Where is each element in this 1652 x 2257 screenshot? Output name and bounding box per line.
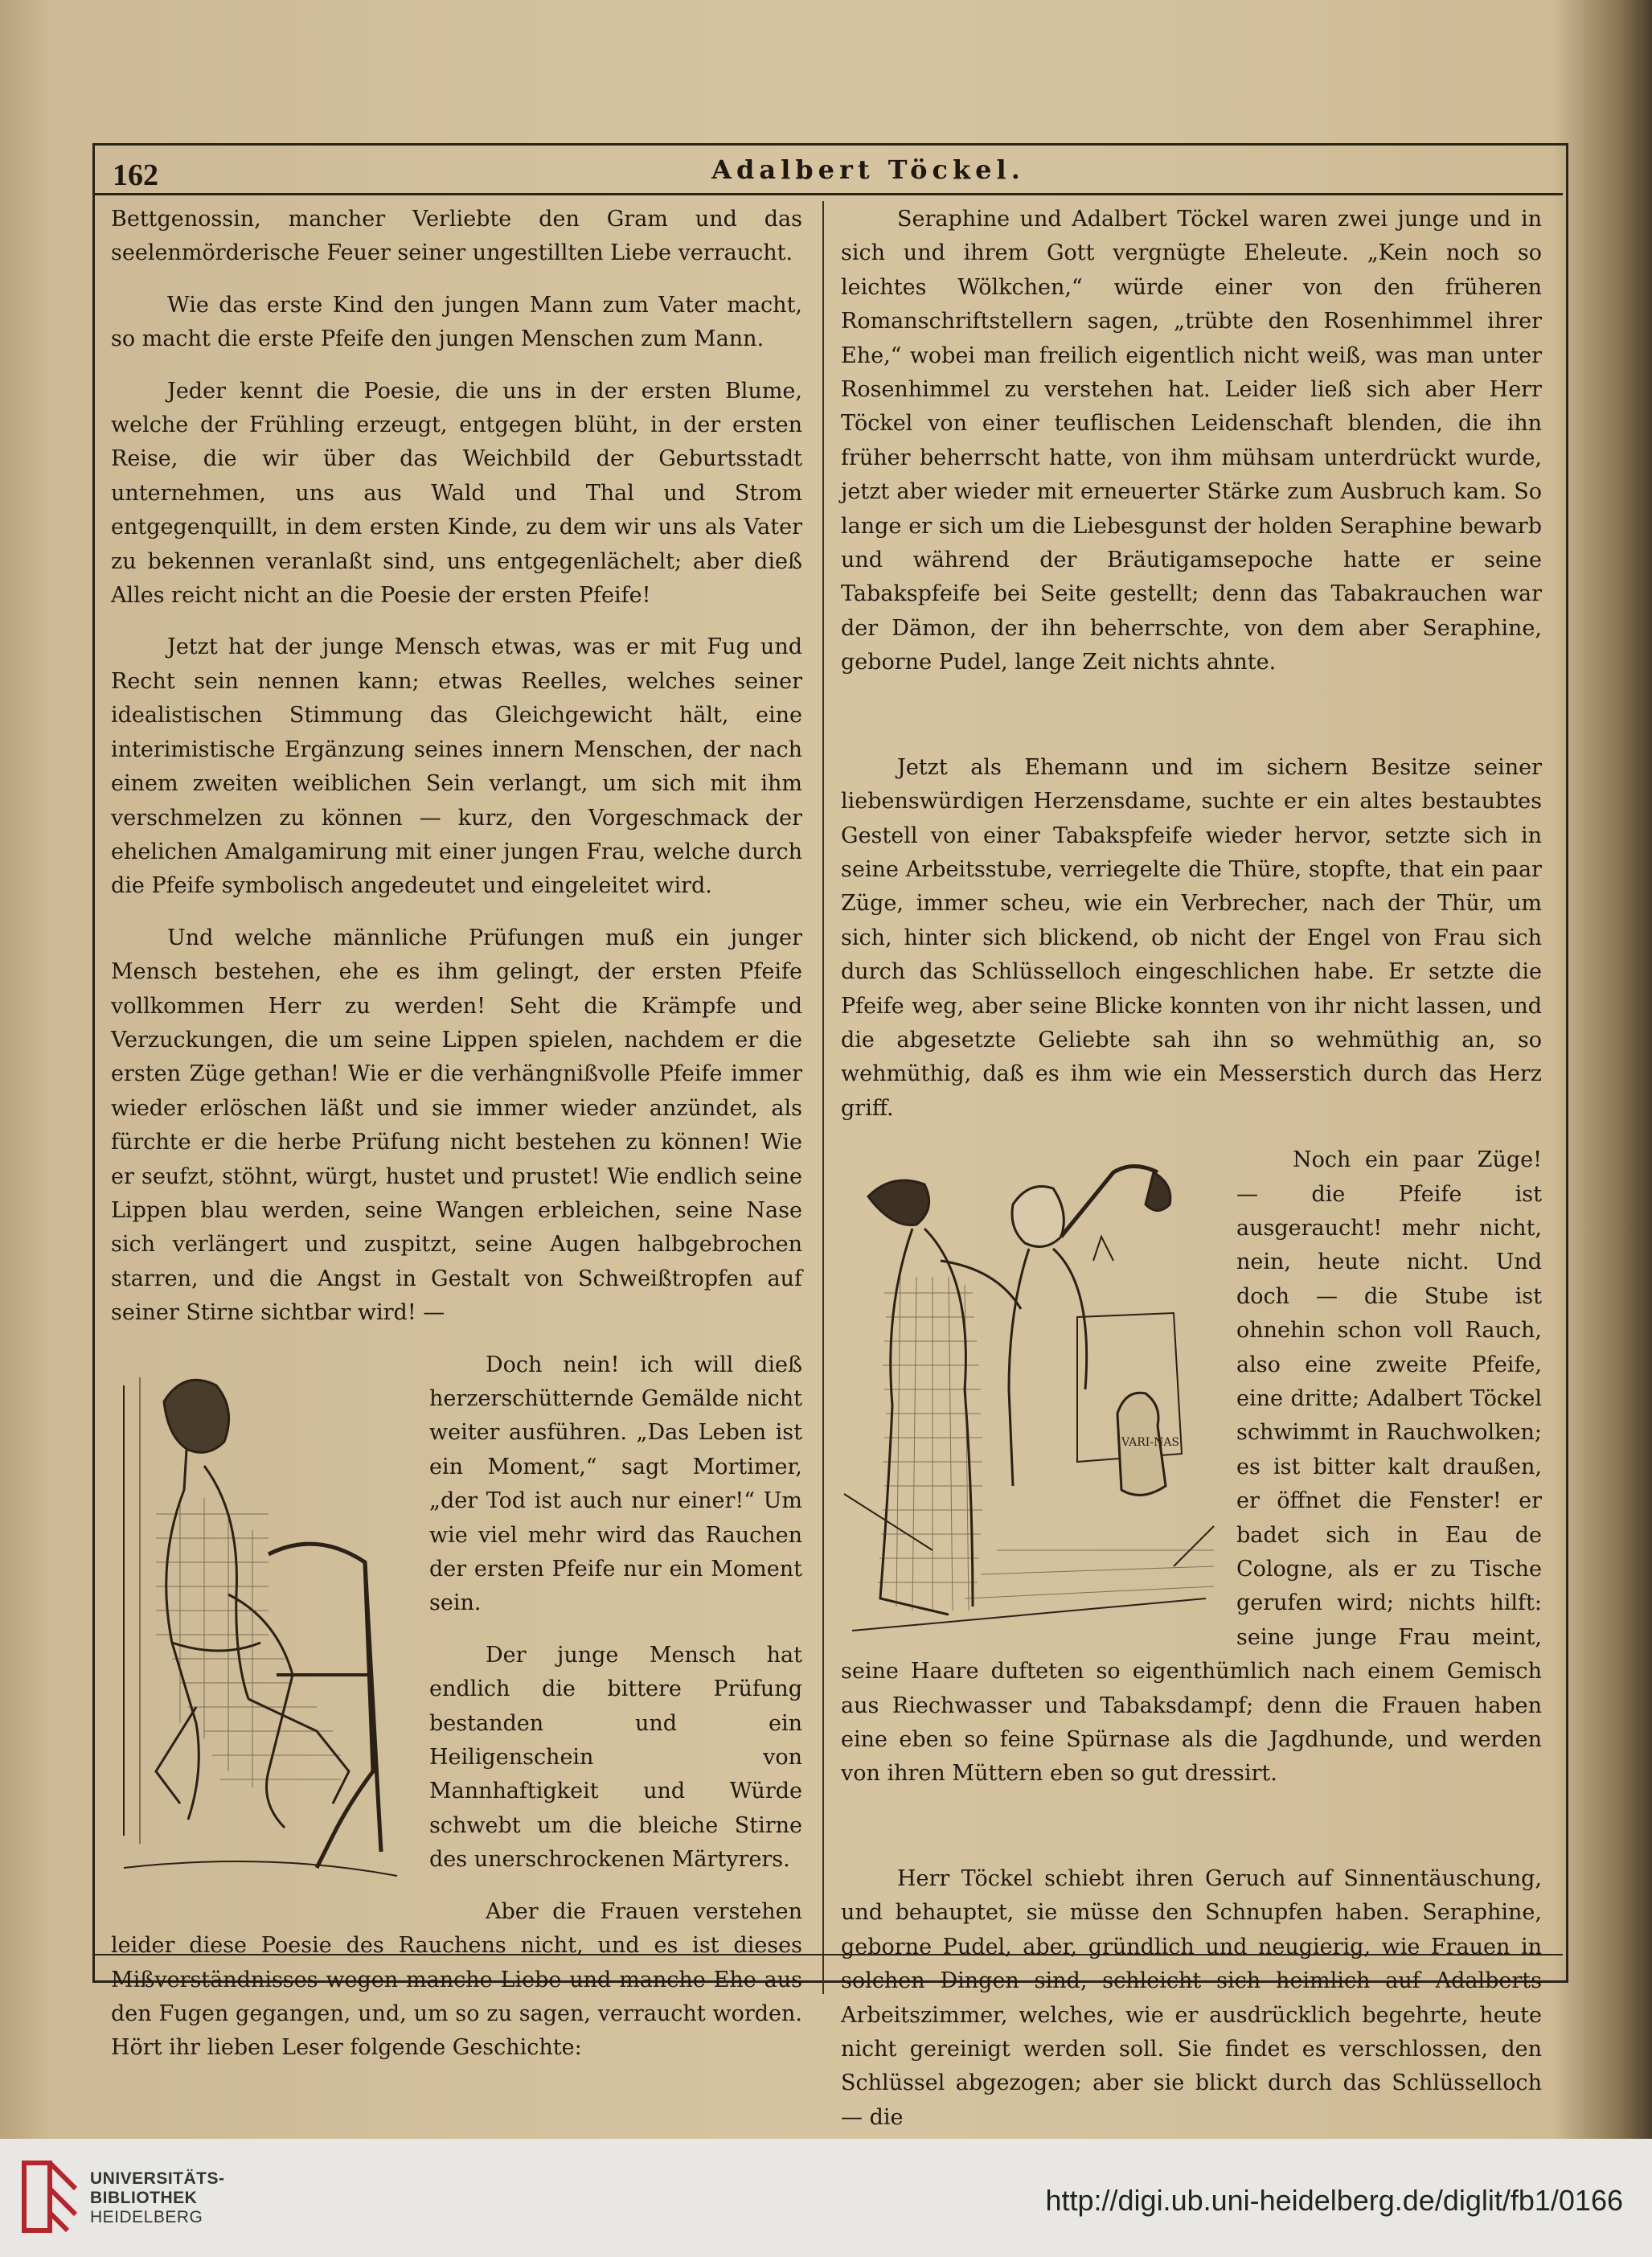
library-logo-icon <box>18 2156 82 2237</box>
paragraph: Doch nein! ich will dieß herzerschütternde Gemälde nicht weiter ausführen. „Das Leben ist ein Moment,“ sagt Mortimer, „der Tod ist auch nur einer!“ Um wie viel mehr wird das Rauchen der ersten Pfeife nur ein Moment sein. <box>429 1352 802 1616</box>
left-column <box>111 203 802 2083</box>
paragraph: Aber die Frauen verstehen leider diese Poesie des Rauchens nicht, und es ist dieses Mißverständnisses wegen manche Liebe und manche Ehe aus den Fugen gegangen, und, um so zu sagen, verraucht worden. Hört ihr lieben Leser folgende Geschichte: <box>111 1898 802 2061</box>
library-footer-bar <box>0 2139 1652 2257</box>
library-name-line: UNIVERSITÄTS- <box>90 2169 225 2188</box>
paragraph: Bettgenossin, mancher Verliebte den Gram und das seelenmörderische Feuer seiner ungestillten Liebe verraucht. <box>111 207 802 266</box>
column-divider <box>822 201 824 1994</box>
library-name <box>90 2169 225 2227</box>
paragraph: Jetzt als Ehemann und im sichern Besitze seiner liebenswürdigen Herzensdame, suchte er ein altes bestaubtes Gestell von einer Tabakspfeife wieder hervor, setzte sich in seine Arbeitsstube, verriegelte die Thüre, stopfte, that ein paar Züge, immer scheu, wie ein Verbrecher, nach der Thür, um sich, hinter sich blickend, ob nicht der Engel von Frau sich durch das Schlüsselloch eingeschlichen habe. Er setzte die Pfeife weg, aber seine Blicke konnten von ihr nicht lassen, und die abgesetzte Geliebte sah ihn so wehmüthig an, so wehmüthig, daß es ihm wie ein Messerstich durch das Herz griff. <box>841 754 1542 1121</box>
paragraph: Seraphine und Adalbert Töckel waren zwei junge und in sich und ihrem Gott vergnügte Eheleute. „Kein noch so leichtes Wölkchen,“ würde einer von den früheren Romanschriftstellern sagen, „trübte den Rosenhimmel ihrer Ehe,“ wobei man freilich eigentlich nicht weiß, was man unter Rosenhimmel zu verstehen hat. Leider ließ sich aber Herr Töckel von einer teuflischen Leidenschaft blenden, die ihn früher beherrscht hatte, von ihm mühsam unterdrückt wurde, jetzt aber wieder mit erneuerter Stärke zum Ausbruch kam. So lange er sich um die Liebesgunst der holden Seraphine bewarb und während der Bräutigamsepoche hatte er seine Tabakspfeife bei Seite gestellt; denn das Tabakrauchen war der Dämon, der ihn beherrschte, von dem aber Seraphine, geborne Pudel, lange Zeit nichts ahnte. <box>841 207 1542 675</box>
section-gap <box>841 698 1542 751</box>
library-name-line: HEIDELBERG <box>90 2208 203 2226</box>
running-title: Adalbert Töckel. <box>711 154 1025 185</box>
paragraph: Jeder kennt die Poesie, die uns in der ersten Blume, welche der Frühling erzeugt, entgegen blüht, in der ersten Reise, die wir über das Weichbild der Geburtsstadt unternehmen, uns aus Wald und Thal und Strom entgegenquillt, in dem ersten Kinde, zu dem wir uns als Vater zu bekennen veranlaßt sind, uns entgegenlächelt; aber dieß Alles reicht nicht an die Poesie der ersten Pfeife! <box>111 378 802 609</box>
library-name-line: BIBLIOTHEK <box>90 2189 198 2207</box>
paragraph: Wie das erste Kind den jungen Mann zum Vater macht, so macht die erste Pfeife den jungen Menschen zum Mann. <box>111 292 802 352</box>
source-url-link[interactable]: http://digi.ub.uni-heidelberg.de/diglit/fb1/0166 <box>1045 2184 1623 2217</box>
paragraph: Jetzt hat der junge Mensch etwas, was er mit Fug und Recht sein nennen kann; etwas Reelles, welches seiner idealistischen Stimmung das Gleichgewicht hält, eine interimistische Ergänzung seines innern Menschen, der nach einem zweiten weiblichen Sein verlangt, um sich mit ihm verschmelzen zu können — kurz, den Vorgeschmack der ehelichen Amalgamirung mit einer jungen Frau, welche durch die Pfeife symbolisch angedeutet und eingeleitet wird. <box>111 634 802 899</box>
engraving-man-with-pipe-and-woman <box>836 1148 1222 1639</box>
paragraph: Noch ein paar Züge! — die Pfeife ist ausgeraucht! mehr nicht, nein, heute nicht. Und doch — die Stube ist ohnehin schon voll Rauch, also eine zweite Pfeife, eine dritte; Adalbert Töckel schwimmt in Rauchwolken; es ist bitter kalt draußen, er öffnet die Fenster! er badet sich in Eau de Cologne, als er zu Tische gerufen wird; nichts hilft: seine junge Frau meint, seine Haare dufteten so eigenthümlich nach einem Gemisch aus Riechwasser und Tabaksdampf; denn die Frauen haben eine eben so feine Spürnase als die Jagdhunde, und werden von ihren Müttern eben so gut dressirt. <box>841 1147 1542 1787</box>
header-rule <box>95 193 1563 195</box>
engraving-youth-on-chair <box>108 1353 413 1892</box>
right-column <box>841 203 1542 2152</box>
paragraph: Und welche männliche Prüfungen muß ein junger Mensch bestehen, ehe es ihm gelingt, der ersten Pfeife vollkommen Herr zu werden! Seht die Krämpfe und Verzuckungen, die um seine Lippen spielen, nachdem er die ersten Züge gethan! Wie er die verhängnißvolle Pfeife immer wieder erlöschen läßt und sie immer wieder anzündet, als fürchte er die herbe Prüfung nicht bestehen zu können! Wie er seufzt, stöhnt, würgt, hustet und prustet! Wie endlich seine Lippen blau werden, seine Wangen erbleichen, seine Nase sich verlängert und zuspitzt, seine Augen halbgebrochen starren, und die Angst in Gestalt von Schweißtropfen auf seiner Stirne sichtbar wird! — <box>111 925 802 1326</box>
paragraph: Der junge Mensch hat endlich die bittere Prüfung bestanden und ein Heiligenschein von Mannhaftigkeit und Würde schwebt um die bleiche Stirne des unerschrockenen Märtyrers. <box>429 1642 802 1873</box>
jar-label: VARI-NAS <box>1121 1436 1180 1450</box>
section-gap <box>841 1809 1542 1862</box>
page-number: 162 <box>113 158 158 192</box>
paragraph: Herr Töckel schiebt ihren Geruch auf Sinnentäuschung, und behauptet, sie müsse den Schnupfen haben. Seraphine, geborne Pudel, aber, gründlich und neugierig, wie Frauen in solchen Dingen sind, schleicht sich heimlich auf Adalberts Arbeitszimmer, welches, wie er ausdrücklich begehrte, heute nicht gereinigt werden soll. Sie findet es verschlossen, den Schlüssel abgezogen; aber sie blickt durch das Schlüsselloch — die <box>841 1865 1542 2130</box>
